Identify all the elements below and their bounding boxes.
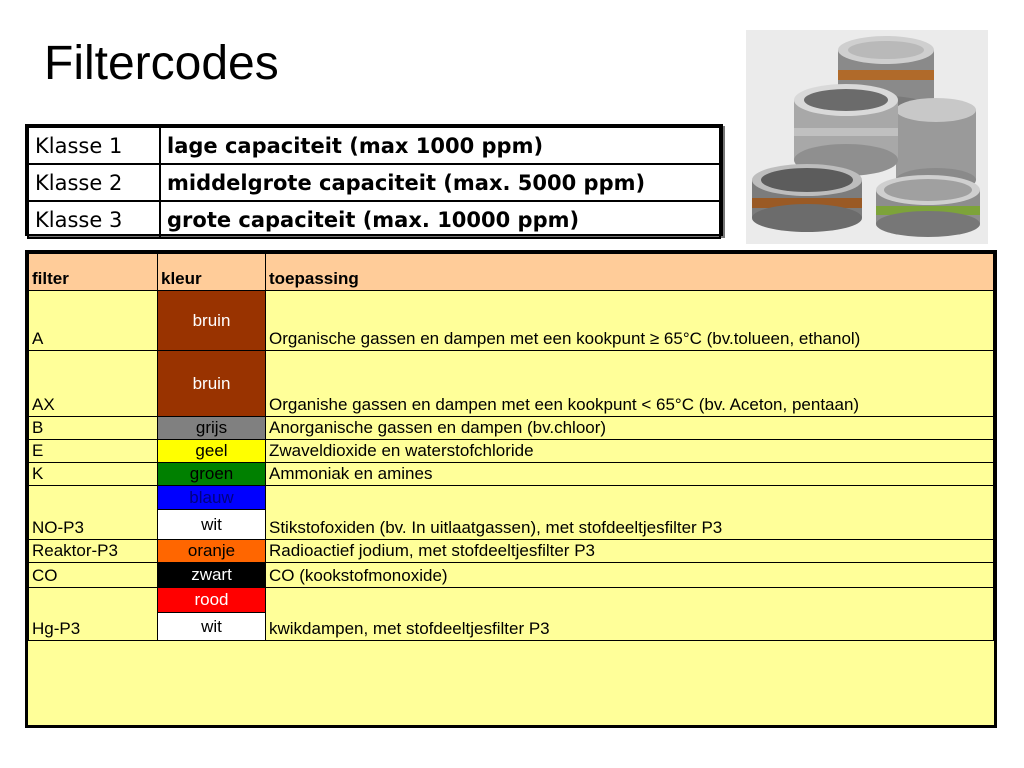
toepassing-text: CO (kookstofmonoxide) — [266, 563, 994, 588]
klasse-label: Klasse 2 — [28, 164, 160, 201]
filter-code: E — [29, 440, 158, 463]
header-filter: filter — [29, 254, 158, 291]
klasse-row — [28, 201, 720, 238]
table-row — [29, 291, 994, 351]
color-swatch-grijs: grijs — [158, 417, 266, 440]
color-swatch-zwart: zwart — [158, 563, 266, 588]
filter-code: K — [29, 463, 158, 486]
filter-code: CO — [29, 563, 158, 588]
toepassing-text: Organische gassen en dampen met een kookpunt ≥ 65°C (bv.tolueen, ethanol) — [266, 291, 994, 351]
klasse-row — [28, 127, 720, 164]
klasse-label: Klasse 1 — [28, 127, 160, 164]
filter-code: NO-P3 — [29, 486, 158, 540]
toepassing-text: Anorganische gassen en dampen (bv.chloor) — [266, 417, 994, 440]
klasse-row — [28, 164, 720, 201]
color-swatch-rood: rood — [158, 588, 266, 613]
klasse-label: Klasse 3 — [28, 201, 160, 238]
filter-code: Reaktor-P3 — [29, 540, 158, 563]
toepassing-text: Radioactief jodium, met stofdeeltjesfilter P3 — [266, 540, 994, 563]
table-row — [29, 417, 994, 440]
table-row — [29, 588, 994, 613]
color-swatch-bruin: bruin — [158, 351, 266, 417]
page-title: Filtercodes — [44, 37, 279, 90]
color-swatch-wit: wit — [158, 613, 266, 641]
header-row — [29, 254, 994, 291]
toepassing-text: Zwaveldioxide en waterstofchloride — [266, 440, 994, 463]
klasse-description: middelgrote capaciteit (max. 5000 ppm) — [160, 164, 720, 201]
table-row — [29, 463, 994, 486]
color-swatch-groen: groen — [158, 463, 266, 486]
table-row — [29, 540, 994, 563]
header-kleur: kleur — [158, 254, 266, 291]
klasse-description: grote capaciteit (max. 10000 ppm) — [160, 201, 720, 238]
filter-code: Hg-P3 — [29, 588, 158, 641]
filter-code: B — [29, 417, 158, 440]
klasse-table — [25, 124, 723, 236]
filter-table — [25, 250, 997, 728]
table-row — [29, 486, 994, 510]
color-swatch-blauw: blauw — [158, 486, 266, 510]
toepassing-text: Ammoniak en amines — [266, 463, 994, 486]
table-row — [29, 563, 994, 588]
color-swatch-bruin: bruin — [158, 291, 266, 351]
table-row — [29, 351, 994, 417]
filter-code: A — [29, 291, 158, 351]
toepassing-text: kwikdampen, met stofdeeltjesfilter P3 — [266, 588, 994, 641]
color-swatch-wit: wit — [158, 510, 266, 540]
header-toepassing: toepassing — [266, 254, 994, 291]
toepassing-text: Organishe gassen en dampen met een kookpunt < 65°C (bv. Aceton, pentaan) — [266, 351, 994, 417]
table-row — [29, 440, 994, 463]
filter-code: AX — [29, 351, 158, 417]
filter-canisters-image — [746, 30, 988, 244]
toepassing-text: Stikstofoxiden (bv. In uitlaatgassen), met stofdeeltjesfilter P3 — [266, 486, 994, 540]
klasse-description: lage capaciteit (max 1000 ppm) — [160, 127, 720, 164]
color-swatch-oranje: oranje — [158, 540, 266, 563]
color-swatch-geel: geel — [158, 440, 266, 463]
